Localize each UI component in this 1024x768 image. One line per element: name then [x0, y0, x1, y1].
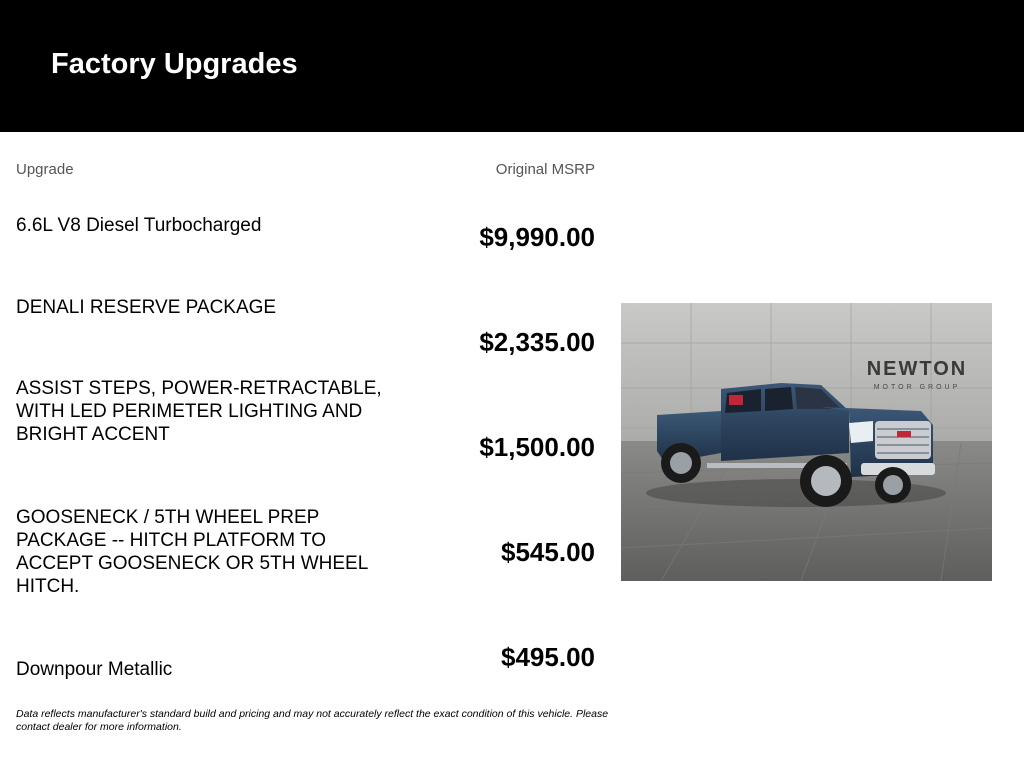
dealer-logo-text: NEWTON [866, 358, 968, 380]
upgrade-price: $1,500.00 [479, 432, 595, 462]
disclaimer-text: Data reflects manufacturer's standard build and pricing and may not accurately reflect the exact condition of this vehicle. Please contact dealer for more information. [16, 708, 609, 733]
upgrade-label: ASSIST STEPS, POWER-RETRACTABLE, WITH LED PERIMETER LIGHTING AND BRIGHT ACCENT [16, 378, 382, 445]
dealer-logo-subtext: MOTOR GROUP [873, 384, 961, 391]
msrp-column-header: Original MSRP [495, 161, 595, 178]
vehicle-photo [621, 303, 992, 581]
upgrade-label: DENALI RESERVE PACKAGE [16, 297, 277, 318]
upgrade-label: 6.6L V8 Diesel Turbocharged [16, 215, 262, 236]
page-header [0, 0, 1024, 132]
upgrade-price: $2,335.00 [479, 327, 595, 357]
upgrade-price: $9,990.00 [479, 222, 595, 252]
upgrade-price: $495.00 [501, 642, 595, 672]
upgrade-label: GOOSENECK / 5TH WHEEL PREP PACKAGE -- HITCH PLATFORM TO ACCEPT GOOSENECK OR 5TH WHEEL HITCH. [16, 507, 368, 597]
upgrade-price: $545.00 [501, 537, 595, 567]
page-title: Factory Upgrades [51, 48, 298, 80]
upgrade-label: Downpour Metallic [16, 659, 173, 680]
upgrade-column-header: Upgrade [16, 161, 74, 178]
